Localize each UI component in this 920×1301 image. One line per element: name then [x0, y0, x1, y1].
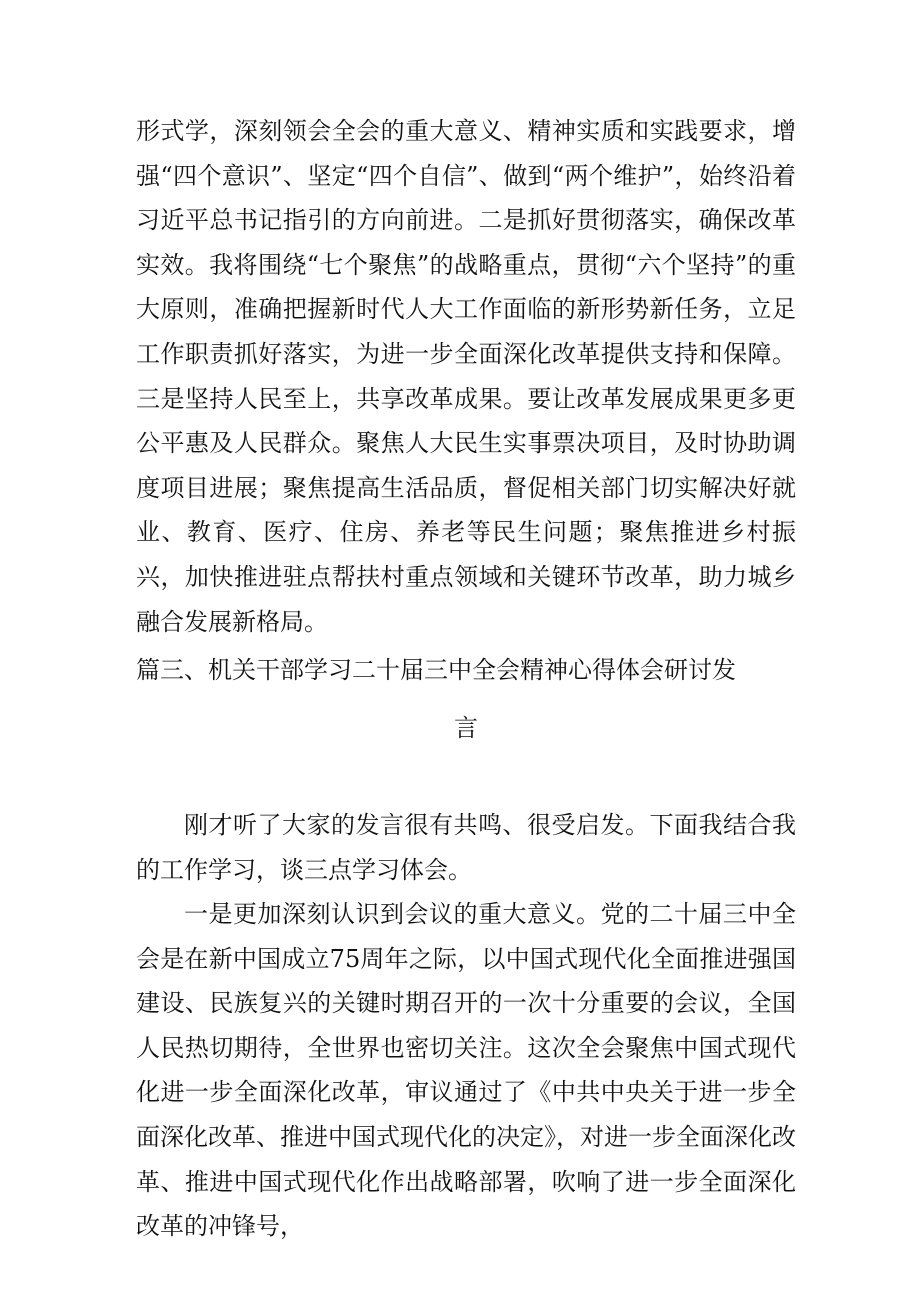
continued-paragraph: 形式学，深刻领会全会的重大意义、精神实质和实践要求，增强“四个意识”、坚定“四个自信”、做到“两个维护”，始终沿着习近平总书记指引的方向前进。二是抓好贯彻落实，确保改革实效。我将围绕“七个聚焦”的战略重点，贯彻“六个坚持”的重大原则，准确把握新时代人大工作面临的新形势新任务，立足工作职责抓好落实，为进一步全面深化改革提供支持和保障。三是坚持人民至上，共享改革成果。要让改革发展成果更多更公平惠及人民群众。聚焦人大民生实事票决项目，及时协助调度项目进展；聚焦提高生活品质，督促相关部门切实解决好就业、教育、医疗、住房、养老等民生问题；聚焦推进乡村振兴，加快推进驻点帮扶村重点领域和关键环节改革，助力城乡融合发展新格局。	[136, 117, 796, 636]
section-heading	[136, 641, 796, 757]
intro-paragraph: 刚才听了大家的发言很有共鸣、很受启发。下面我结合我的工作学习，谈三点学习体会。	[136, 811, 796, 884]
first-point-paragraph: 一是更加深刻认识到会议的重大意义。党的二十届三中全会是在新中国成立75周年之际，以中国式现代化全面推进强国建设、民族复兴的关键时期召开的一次十分重要的会议，全国人民热切期待，全世界也密切关注。这次全会聚焦中国式现代化进一步全面深化改革，审议通过了《中共中央关于进一步全面深化改革、推进中国式现代化的决定》，对进一步全面深化改革、推进中国式现代化作出战略部署，吹响了进一步全面深化改革的冲锋号，	[136, 900, 796, 1241]
section-heading-line1: 篇三、机关干部学习二十届三中全会精神心得体会研讨发	[136, 656, 736, 684]
section-heading-line2: 言	[454, 714, 478, 742]
